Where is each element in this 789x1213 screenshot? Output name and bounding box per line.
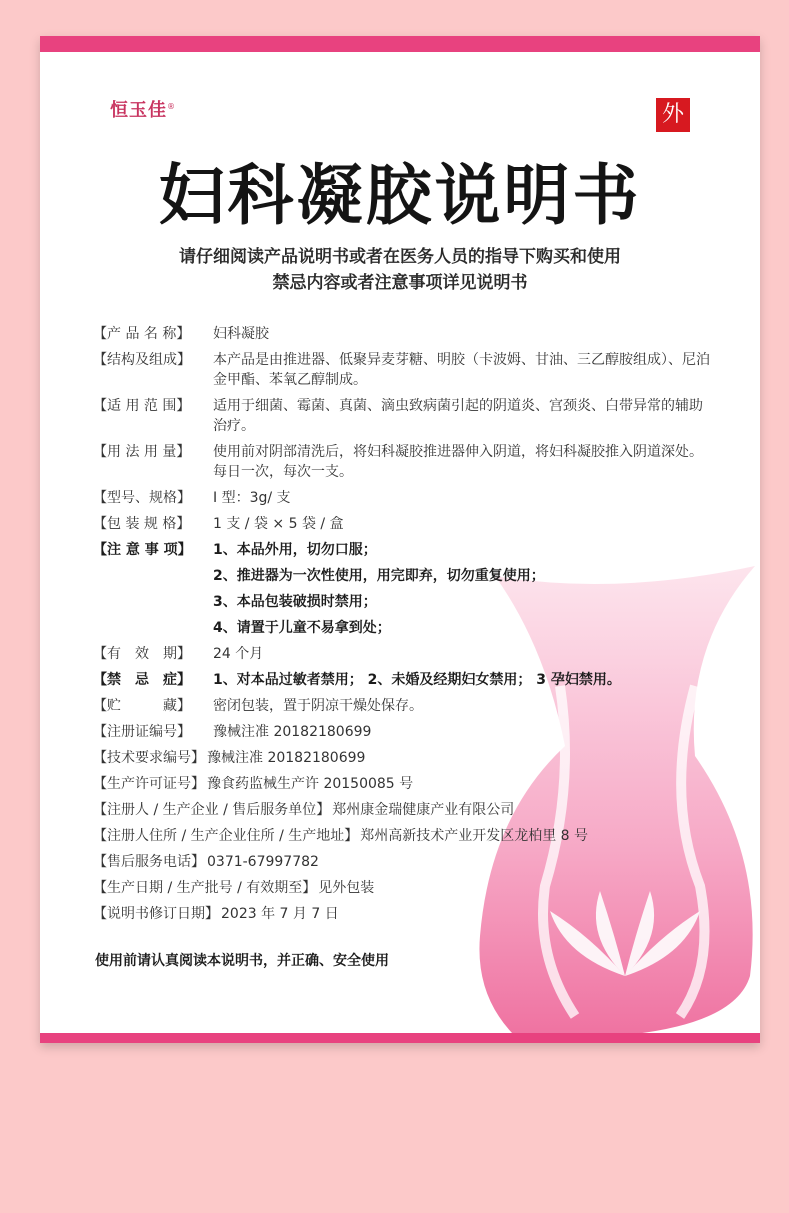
footer-note: 使用前请认真阅读本说明书，并正确、安全使用 <box>95 953 389 969</box>
row-storage: 【贮 藏】 密闭包装，置于阴凉干燥处保存。 <box>93 698 423 714</box>
info-list <box>93 324 713 930</box>
instruction-card <box>40 36 760 1043</box>
row-scope: 【适 用 范 围】 适用于细菌、霉菌、真菌、滴虫致病菌引起的阴道炎、宫颈炎、白带异常的辅助治疗。 <box>93 398 703 434</box>
external-use-mark: 外 <box>656 98 690 132</box>
row-model: 【型号、规格】 I 型：3g/ 支 <box>93 490 291 506</box>
row-registration-number: 【注册证编号】 豫械注准 20182180699 <box>93 724 372 740</box>
note-item: 4、请置于儿童不易拿到处； <box>213 620 391 636</box>
row-contraindications: 【禁 忌 症】 1、对本品过敏者禁用； 2、未婚及经期妇女禁用； 3 孕妇禁用。 <box>93 672 621 688</box>
row-validity: 【有 效 期】 24 个月 <box>93 646 264 662</box>
row-production-license: 【生产许可证号】 豫食药监械生产许 20150085 号 <box>93 776 414 792</box>
row-service-phone: 【售后服务电话】 0371-67997782 <box>93 854 319 870</box>
note-item: 2、推进器为一次性使用，用完即弃，切勿重复使用； <box>213 568 545 584</box>
row-tech-requirement: 【技术要求编号】 豫械注准 20182180699 <box>93 750 366 766</box>
row-registrant: 【注册人 / 生产企业 / 售后服务单位】 郑州康金瑞健康产业有限公司 <box>93 802 515 818</box>
row-notes: 【注 意 事 项】 1、本品外用，切勿口服； 2、推进器为一次性使用，用完即弃，切勿重复使用； 3、本品包装破损时禁用； 4、请置于儿童不易拿到处； <box>93 540 713 638</box>
subtitle-warning: 禁忌内容或者注意事项详见说明书 <box>272 273 528 293</box>
row-revision-date: 【说明书修订日期】 2023 年 7 月 7 日 <box>93 906 339 922</box>
note-item: 3、本品包装破损时禁用； <box>213 594 377 610</box>
subtitle-instruction: 请仔细阅读产品说明书或者在医务人员的指导下购买和使用 <box>179 247 621 267</box>
top-pink-band <box>40 36 760 52</box>
row-package: 【包 装 规 格】 1 支 / 袋 × 5 袋 / 盒 <box>93 516 344 532</box>
document-title: 妇科凝胶说明书 <box>158 157 642 234</box>
row-composition: 【结构及组成】 本产品是由推进器、低聚异麦芽糖、明胶（卡波姆、甘油、三乙醇胺组成）、尼泊金甲酯、苯氧乙醇制成。 <box>93 352 710 388</box>
bottom-pink-band <box>40 1033 760 1043</box>
row-production-date: 【生产日期 / 生产批号 / 有效期至】 见外包装 <box>93 880 375 896</box>
notes-items <box>213 540 713 638</box>
row-usage: 【用 法 用 量】 使用前对阴部清洗后，将妇科凝胶推进器伸入阴道，将妇科凝胶推入阴道深处。每日一次，每次一支。 <box>93 444 703 480</box>
row-address: 【注册人住所 / 生产企业住所 / 生产地址】 郑州高新技术产业开发区龙柏里 8 号 <box>93 828 589 844</box>
brand-logo: 恒玉佳® <box>110 100 176 121</box>
row-product-name: 【产 品 名 称】 妇科凝胶 <box>93 326 269 342</box>
note-item: 1、本品外用，切勿口服； <box>213 542 377 558</box>
